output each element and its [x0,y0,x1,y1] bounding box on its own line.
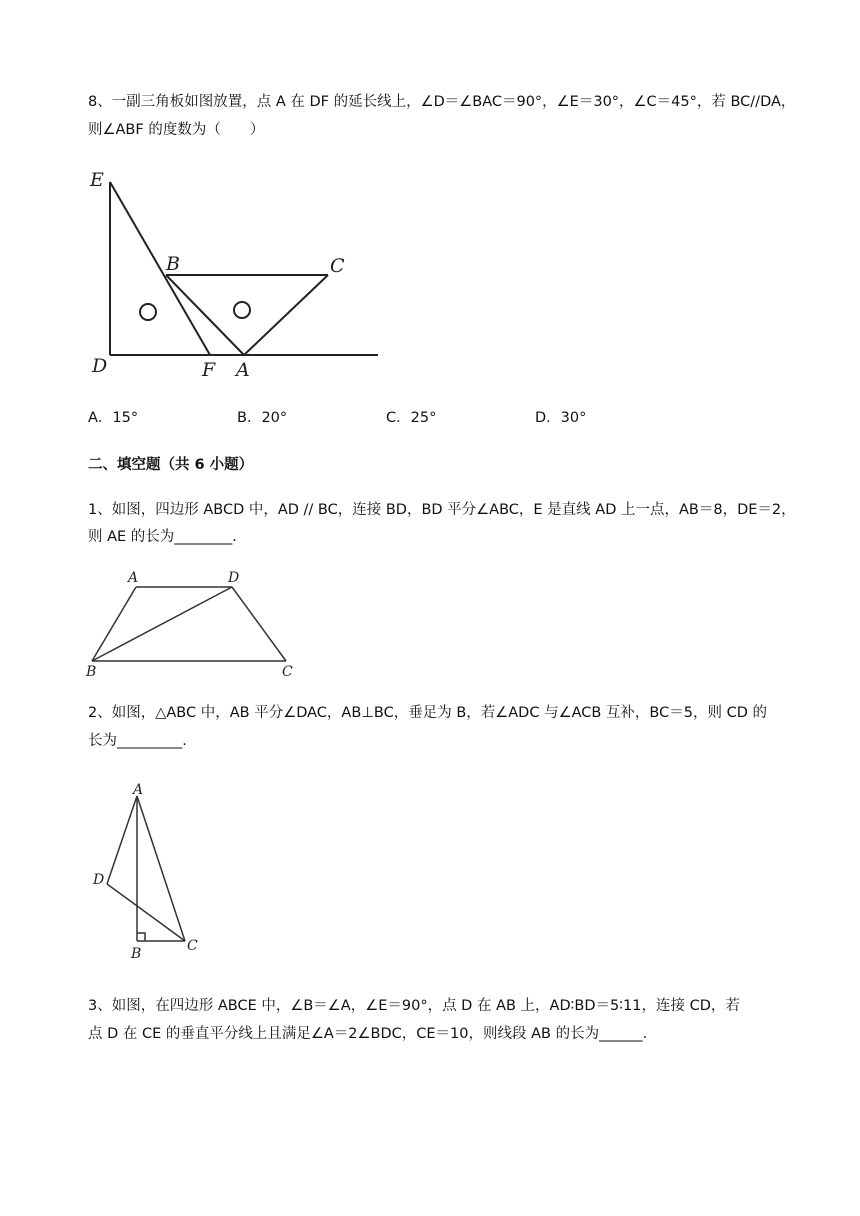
fill1-label-B: B [86,664,97,680]
q8-label-F: F [202,359,216,381]
fill1-label-C: C [282,664,293,680]
q8-label-A: A [236,359,250,381]
q8-label-C: C [330,255,345,277]
fill2-text-line1: 2、如图，△ABC 中，AB 平分∠DAC，AB⊥BC，垂足为 B，若∠ADC 与∠ACB 互补，BC＝5，则 CD 的 [88,705,767,721]
q8-label-E: E [90,169,104,191]
fill1-label-A: A [128,570,139,586]
fill1-label-D: D [228,570,240,586]
q8-option-c[interactable]: C．25° [386,410,437,426]
fill2-segment-DC [107,884,185,941]
fill1-segment-BD [92,587,232,661]
fill3-text-line2: 点 D 在 CE 的垂直平分线上且满足∠A＝2∠BDC，CE＝10，则线段 AB 的长为______. [88,1026,648,1042]
q8-option-a[interactable]: A．15° [88,410,139,426]
q8-label-B: B [166,253,180,275]
fill1-figure [80,566,310,681]
fill2-text-line2: 长为_________. [88,733,187,749]
q8-triangle-hole-right [234,302,250,318]
fill1-segment-DC [232,587,286,661]
fill3-text-line1: 3、如图，在四边形 ABCE 中，∠B＝∠A，∠E＝90°，点 D 在 AB 上，AD∶BD＝5∶11，连接 CD，若 [88,998,740,1014]
fill2-segment-AC [137,796,185,941]
fill2-label-B: B [131,946,142,962]
q8-option-d[interactable]: D．30° [535,410,587,426]
q8-figure [80,160,390,385]
fill2-label-C: C [187,938,198,954]
q8-triangle-hole-left [140,304,156,320]
q8-text-line2: 则∠ABF 的度数为（ ） [88,122,265,138]
fill2-label-A: A [133,782,144,798]
fill1-text-line1: 1、如图，四边形 ABCD 中，AD // BC，连接 BD，BD 平分∠ABC，E 是直线 AD 上一点，AB＝8，DE＝2， [88,502,796,518]
fill2-right-angle-mark [137,933,145,941]
q8-segment-CA [244,275,328,355]
fill2-segment-AD [107,796,137,884]
q8-segment-BA [166,275,244,355]
q8-segment-EF [110,182,210,355]
fill2-figure [85,778,215,963]
q8-label-D: D [92,355,108,377]
q8-text-line1: 8、一副三角板如图放置，点 A 在 DF 的延长线上，∠D＝∠BAC＝90°，∠E＝30°，∠C＝45°，若 BC//DA， [88,94,796,110]
q8-option-b[interactable]: B．20° [237,410,288,426]
fill2-label-D: D [93,872,105,888]
fill1-text-line2: 则 AE 的长为________. [88,529,237,545]
section-heading-fill-in: 二、填空题（共 6 小题） [88,457,254,473]
